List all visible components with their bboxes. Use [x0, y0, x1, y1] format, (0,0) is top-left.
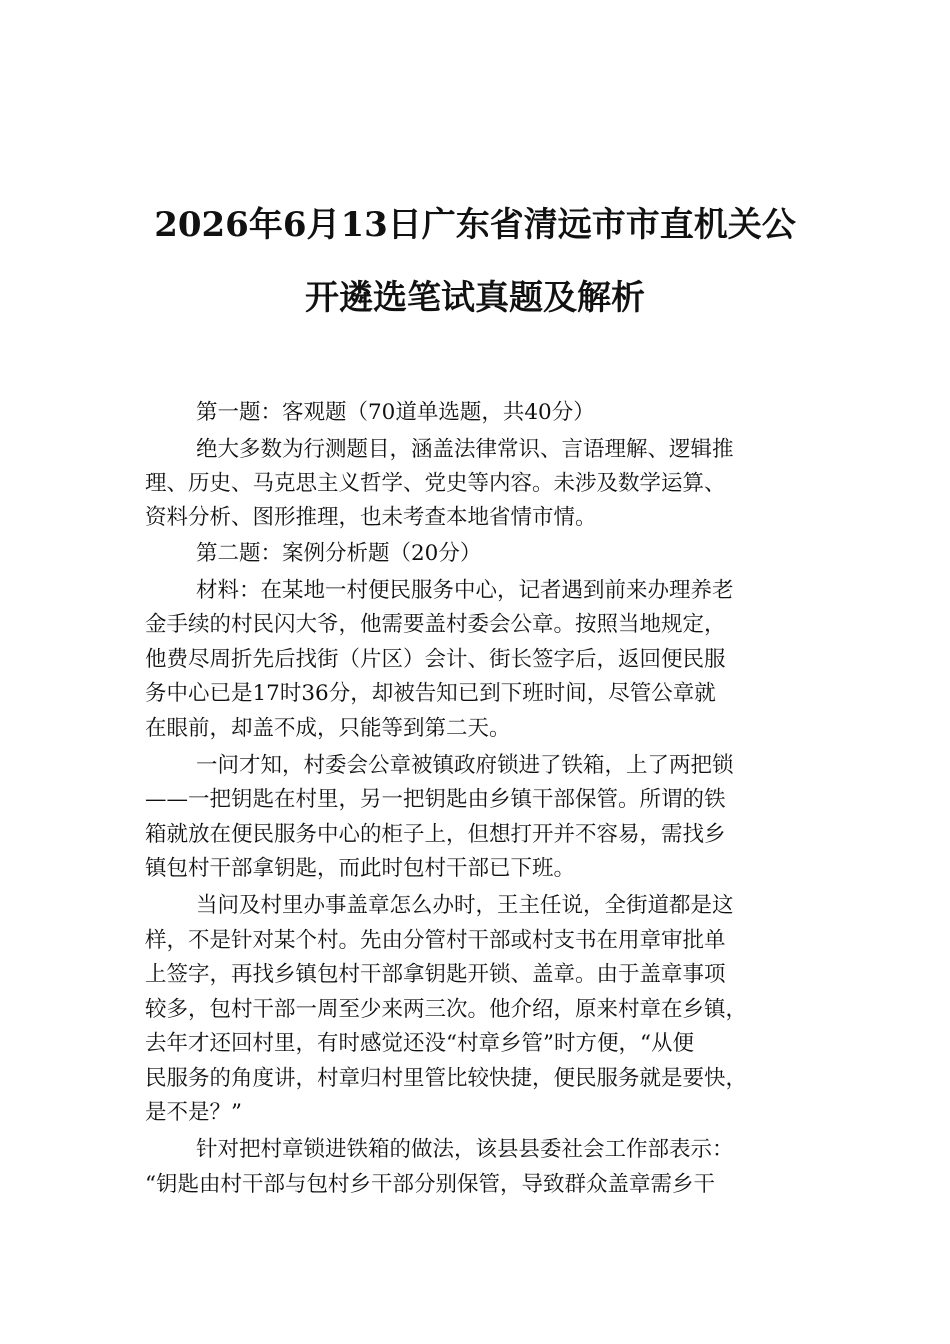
paragraph-line: 他费尽周折先后找街（片区）会计、街长签字后，返回便民服: [145, 647, 726, 672]
paragraph-line: “钥匙由村干部与包村乡干部分别保管，导致群众盖章需乡干: [145, 1172, 715, 1197]
paragraph-line: 上签字，再找乡镇包村干部拿钥匙开锁、盖章。由于盖章事项: [145, 962, 726, 987]
document-title-line-2: 开遴选笔试真题及解析: [305, 278, 645, 318]
paragraph-line: 金手续的村民闪大爷，他需要盖村委会公章。按照当地规定，: [145, 612, 726, 637]
paragraph-line: 镇包村干部拿钥匙，而此时包村干部已下班。: [145, 856, 576, 881]
paragraph-line: 样，不是针对某个村。先由分管村干部或村支书在用章审批单: [145, 928, 726, 953]
paragraph-line: 材料：在某地一村便民服务中心，记者遇到前来办理养老: [196, 578, 734, 603]
paragraph-line: 一问才知，村委会公章被镇政府锁进了铁箱，上了两把锁: [196, 753, 734, 778]
paragraph-line: 去年才还回村里，有时感觉还没“村章乡管”时方便，“从便: [145, 1031, 694, 1056]
paragraph-line: 针对把村章锁进铁箱的做法，该县县委社会工作部表示：: [196, 1137, 734, 1162]
paragraph-line: ——一把钥匙在村里，另一把钥匙由乡镇干部保管。所谓的铁: [145, 787, 726, 812]
section-heading-case: 第二题：案例分析题（20分）: [196, 541, 482, 566]
paragraph-line: 资料分析、图形推理，也未考查本地省情市情。: [145, 505, 597, 530]
paragraph-line: 较多，包村干部一周至少来两三次。他介绍，原来村章在乡镇，: [145, 997, 748, 1022]
paragraph-line: 绝大多数为行测题目，涵盖法律常识、言语理解、逻辑推: [196, 437, 734, 462]
document-title-line-1: 2026年6月13日广东省清远市市直机关公: [154, 205, 796, 245]
paragraph-line: 务中心已是17时36分，却被告知已到下班时间，尽管公章就: [145, 681, 716, 706]
section-heading-objective: 第一题：客观题（70道单选题，共40分）: [196, 400, 595, 425]
paragraph-line: 是不是？”: [145, 1100, 242, 1125]
paragraph-line: 理、历史、马克思主义哲学、党史等内容。未涉及数学运算、: [145, 471, 726, 496]
paragraph-line: 箱就放在便民服务中心的柜子上，但想打开并不容易，需找乡: [145, 822, 726, 847]
paragraph-line: 在眼前，却盖不成，只能等到第二天。: [145, 716, 511, 741]
paragraph-line: 当问及村里办事盖章怎么办时，王主任说，全街道都是这: [196, 893, 734, 918]
paragraph-line: 民服务的角度讲，村章归村里管比较快捷，便民服务就是要快，: [145, 1066, 748, 1091]
